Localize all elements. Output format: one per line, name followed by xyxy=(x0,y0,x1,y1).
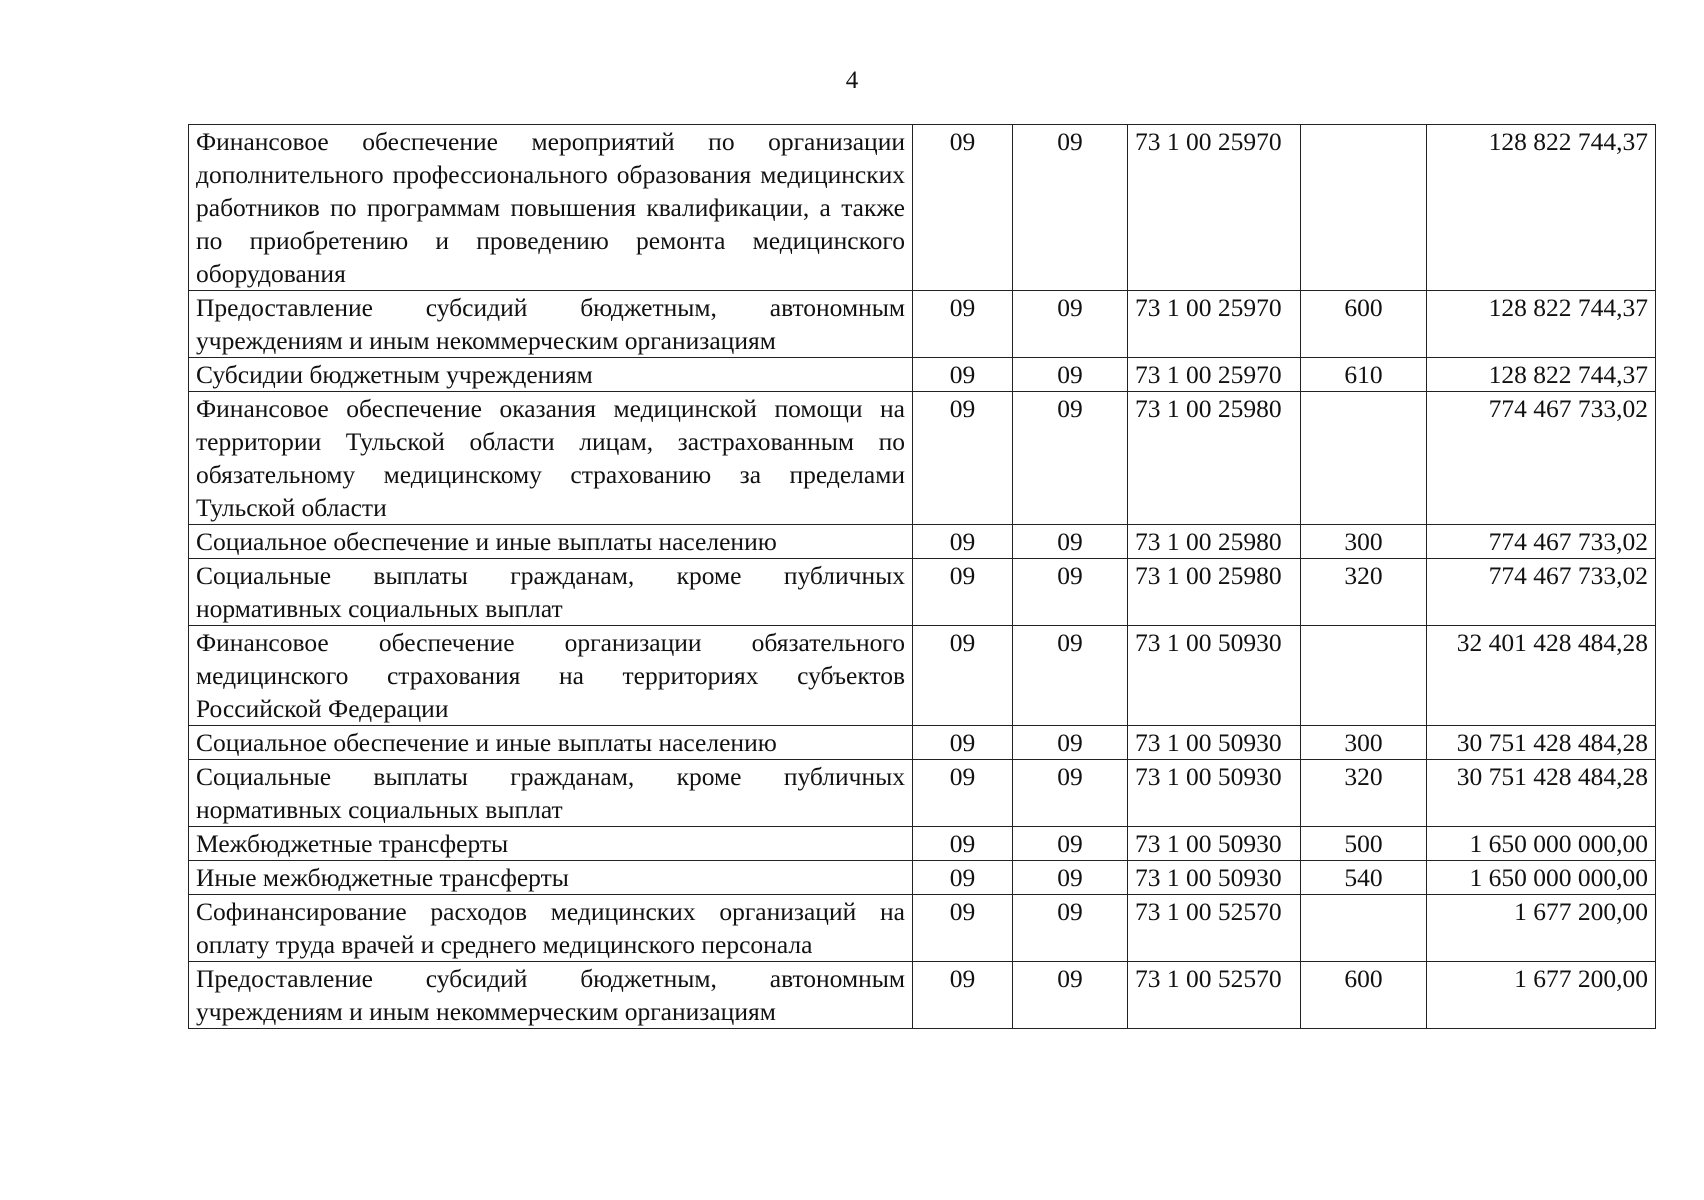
row-amount: 128 822 744,37 xyxy=(1427,125,1656,291)
row-amount: 774 467 733,02 xyxy=(1427,525,1656,559)
row-target-article: 73 1 00 52570 xyxy=(1128,895,1301,962)
table-row xyxy=(189,392,1656,525)
row-subsection: 09 xyxy=(1013,358,1128,392)
row-name: Субсидии бюджетным учреждениям xyxy=(189,358,913,392)
row-name: Софинансирование расходов медицинских организаций на оплату труда врачей и среднего медицинского персонала xyxy=(189,895,913,962)
row-section: 09 xyxy=(913,827,1013,861)
row-section: 09 xyxy=(913,626,1013,726)
row-subsection: 09 xyxy=(1013,525,1128,559)
row-target-article: 73 1 00 50930 xyxy=(1128,626,1301,726)
row-amount: 774 467 733,02 xyxy=(1427,559,1656,626)
row-name: Социальное обеспечение и иные выплаты населению xyxy=(189,726,913,760)
row-name: Финансовое обеспечение мероприятий по организации дополнительного профессионального образования медицинских работников по программам повышения квалификации, а также по приобретению и проведению ремонта медицинского оборудования xyxy=(189,125,913,291)
row-target-article: 73 1 00 25970 xyxy=(1128,358,1301,392)
row-section: 09 xyxy=(913,895,1013,962)
table-row xyxy=(189,125,1656,291)
row-expense-type: 320 xyxy=(1301,559,1427,626)
row-section: 09 xyxy=(913,726,1013,760)
row-target-article: 73 1 00 25980 xyxy=(1128,392,1301,525)
row-target-article: 73 1 00 50930 xyxy=(1128,726,1301,760)
row-section: 09 xyxy=(913,358,1013,392)
row-subsection: 09 xyxy=(1013,962,1128,1029)
row-expense-type: 600 xyxy=(1301,291,1427,358)
table-row xyxy=(189,726,1656,760)
table-row xyxy=(189,559,1656,626)
row-target-article: 73 1 00 25980 xyxy=(1128,559,1301,626)
row-section: 09 xyxy=(913,392,1013,525)
row-expense-type xyxy=(1301,392,1427,525)
row-amount: 32 401 428 484,28 xyxy=(1427,626,1656,726)
row-target-article: 73 1 00 25980 xyxy=(1128,525,1301,559)
row-target-article: 73 1 00 25970 xyxy=(1128,291,1301,358)
row-subsection: 09 xyxy=(1013,559,1128,626)
row-amount: 30 751 428 484,28 xyxy=(1427,726,1656,760)
row-section: 09 xyxy=(913,125,1013,291)
table-row xyxy=(189,626,1656,726)
table-row xyxy=(189,827,1656,861)
row-expense-type xyxy=(1301,125,1427,291)
row-expense-type: 610 xyxy=(1301,358,1427,392)
row-expense-type: 300 xyxy=(1301,726,1427,760)
row-target-article: 73 1 00 52570 xyxy=(1128,962,1301,1029)
row-name: Предоставление субсидий бюджетным, автономным учреждениям и иным некоммерческим организациям xyxy=(189,962,913,1029)
table-row xyxy=(189,358,1656,392)
row-target-article: 73 1 00 50930 xyxy=(1128,827,1301,861)
row-amount: 774 467 733,02 xyxy=(1427,392,1656,525)
table-row xyxy=(189,760,1656,827)
row-amount: 1 677 200,00 xyxy=(1427,895,1656,962)
row-section: 09 xyxy=(913,760,1013,827)
row-subsection: 09 xyxy=(1013,895,1128,962)
row-target-article: 73 1 00 50930 xyxy=(1128,861,1301,895)
table-row xyxy=(189,895,1656,962)
table-row xyxy=(189,291,1656,358)
row-expense-type: 500 xyxy=(1301,827,1427,861)
row-amount: 128 822 744,37 xyxy=(1427,358,1656,392)
table-row xyxy=(189,525,1656,559)
row-subsection: 09 xyxy=(1013,125,1128,291)
row-section: 09 xyxy=(913,962,1013,1029)
row-name: Межбюджетные трансферты xyxy=(189,827,913,861)
row-target-article: 73 1 00 50930 xyxy=(1128,760,1301,827)
row-subsection: 09 xyxy=(1013,626,1128,726)
row-section: 09 xyxy=(913,291,1013,358)
row-amount: 1 677 200,00 xyxy=(1427,962,1656,1029)
row-expense-type: 300 xyxy=(1301,525,1427,559)
row-subsection: 09 xyxy=(1013,392,1128,525)
row-name: Социальные выплаты гражданам, кроме публичных нормативных социальных выплат xyxy=(189,559,913,626)
page-number: 4 xyxy=(845,67,859,94)
row-name: Финансовое обеспечение оказания медицинской помощи на территории Тульской области лицам, застрахованным по обязательному медицинскому страхованию за пределами Тульской области xyxy=(189,392,913,525)
budget-table xyxy=(188,124,1656,1029)
row-expense-type: 320 xyxy=(1301,760,1427,827)
row-expense-type xyxy=(1301,895,1427,962)
row-subsection: 09 xyxy=(1013,726,1128,760)
row-name: Социальные выплаты гражданам, кроме публичных нормативных социальных выплат xyxy=(189,760,913,827)
row-name: Финансовое обеспечение организации обязательного медицинского страхования на территориях субъектов Российской Федерации xyxy=(189,626,913,726)
row-expense-type: 540 xyxy=(1301,861,1427,895)
row-subsection: 09 xyxy=(1013,760,1128,827)
row-subsection: 09 xyxy=(1013,827,1128,861)
table-row xyxy=(189,861,1656,895)
row-expense-type xyxy=(1301,626,1427,726)
row-section: 09 xyxy=(913,525,1013,559)
table-row xyxy=(189,962,1656,1029)
row-section: 09 xyxy=(913,559,1013,626)
row-target-article: 73 1 00 25970 xyxy=(1128,125,1301,291)
budget-table-body xyxy=(189,125,1656,1029)
row-expense-type: 600 xyxy=(1301,962,1427,1029)
row-amount: 1 650 000 000,00 xyxy=(1427,861,1656,895)
row-name: Предоставление субсидий бюджетным, автономным учреждениям и иным некоммерческим организациям xyxy=(189,291,913,358)
row-amount: 30 751 428 484,28 xyxy=(1427,760,1656,827)
row-subsection: 09 xyxy=(1013,861,1128,895)
row-amount: 1 650 000 000,00 xyxy=(1427,827,1656,861)
row-name: Социальное обеспечение и иные выплаты населению xyxy=(189,525,913,559)
row-section: 09 xyxy=(913,861,1013,895)
row-subsection: 09 xyxy=(1013,291,1128,358)
row-amount: 128 822 744,37 xyxy=(1427,291,1656,358)
row-name: Иные межбюджетные трансферты xyxy=(189,861,913,895)
